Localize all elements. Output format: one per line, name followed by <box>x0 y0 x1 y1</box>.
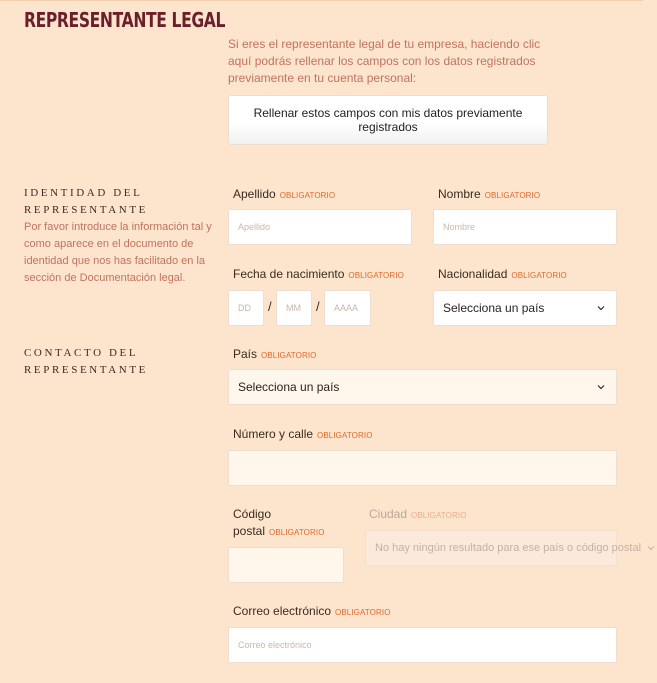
intro-text: Si eres el representante legal de tu empresa, haciendo clic aquí podrás rellenar los campos con los datos registrados previamente en tu cuenta personal: <box>228 37 541 85</box>
country-selected-value: Selecciona un país <box>238 380 340 394</box>
required-tag: OBLIGATORIO <box>317 431 373 440</box>
postal-code-label-line2: postal OBLIGATORIO <box>233 524 325 538</box>
nationality-select[interactable] <box>433 290 617 326</box>
city-select[interactable] <box>365 530 642 566</box>
chevron-down-icon <box>595 302 607 314</box>
chevron-down-icon <box>595 381 607 393</box>
chevron-down-icon <box>645 542 657 554</box>
surname-input[interactable] <box>228 209 412 245</box>
required-tag: OBLIGATORIO <box>269 528 325 537</box>
required-tag: OBLIGATORIO <box>511 271 567 280</box>
name-label: Nombre OBLIGATORIO <box>438 187 541 201</box>
country-select[interactable] <box>228 369 617 405</box>
email-label: Correo electrónico OBLIGATORIO <box>233 604 391 618</box>
required-tag: OBLIGATORIO <box>261 351 317 360</box>
required-tag: OBLIGATORIO <box>335 608 391 617</box>
required-tag: OBLIGATORIO <box>411 511 467 520</box>
top-divider <box>0 0 643 1</box>
identity-description: Por favor introduce la información tal y como aparece en el documento de identidad que nos has facilitado en la sección de Documentación legal. <box>24 221 212 284</box>
city-label: Ciudad OBLIGATORIO <box>369 507 467 521</box>
required-tag: OBLIGATORIO <box>348 271 404 280</box>
identity-heading: IDENTIDAD DEL REPRESENTANTE <box>24 187 148 216</box>
nationality-selected-value: Selecciona un país <box>443 301 545 315</box>
postal-code-label-line1: Código <box>233 507 272 521</box>
fill-with-my-data-button-label: Rellenar estos campos con mis datos previamente registrados <box>253 106 523 134</box>
date-separator: / <box>316 299 320 314</box>
surname-label: Apellido OBLIGATORIO <box>233 187 336 201</box>
street-label: Número y calle OBLIGATORIO <box>233 427 373 441</box>
required-tag: OBLIGATORIO <box>484 191 541 200</box>
birth-day-input[interactable] <box>228 290 264 326</box>
section-title: REPRESENTANTE LEGAL <box>24 8 226 32</box>
birthdate-label: Fecha de nacimiento OBLIGATORIO <box>233 267 404 281</box>
name-input[interactable] <box>433 209 617 245</box>
country-label: País OBLIGATORIO <box>233 347 317 361</box>
date-separator: / <box>268 299 272 314</box>
postal-code-input[interactable] <box>228 547 344 583</box>
contact-heading: CONTACTO DEL REPRESENTANTE <box>24 347 148 376</box>
birth-month-input[interactable] <box>276 290 312 326</box>
required-tag: OBLIGATORIO <box>279 191 336 200</box>
fill-with-my-data-button[interactable] <box>228 95 548 145</box>
city-selected-value: No hay ningún resultado para ese país o código postal <box>375 542 642 554</box>
nationality-label: Nacionalidad OBLIGATORIO <box>438 267 567 281</box>
street-input[interactable] <box>228 450 617 486</box>
email-input[interactable] <box>228 627 617 663</box>
birth-year-input[interactable] <box>324 290 371 326</box>
